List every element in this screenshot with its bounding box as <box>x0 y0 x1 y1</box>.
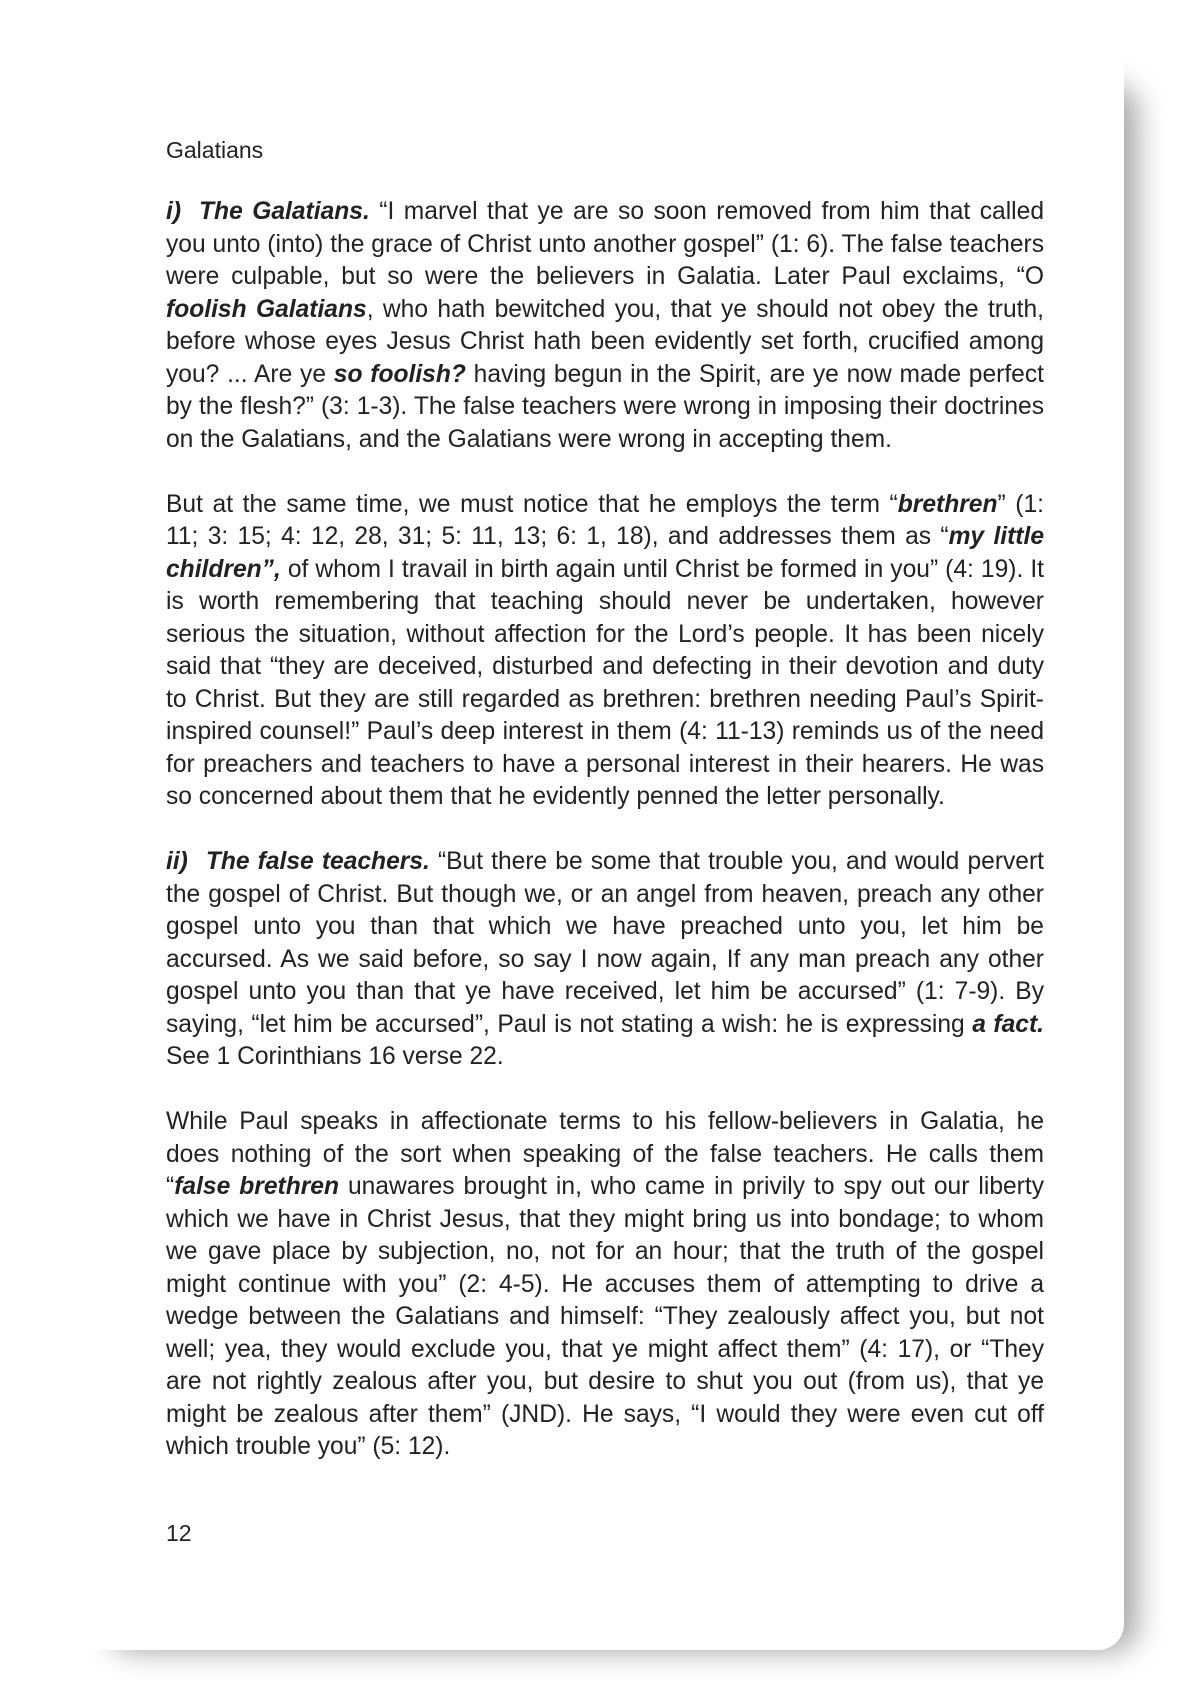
emphasis-text: false brethren <box>174 1173 339 1200</box>
paragraph-text: , who hath bewitched you, that ye should not obey the truth, before whose eyes Jesus Christ hath been evidently set forth, crucified among you? ... Are ye <box>166 295 1045 388</box>
section-number: ii) <box>166 848 188 875</box>
emphasis-text: foolish Galatians <box>166 295 367 323</box>
paragraph-text: unawares brought in, who came in privily to spy out our liberty which we have in Christ Jesus, that they might bring us into bondage; to whom we gave place by subjection, no, not for an hour; that the truth of the gospel might continue with you” (2: 4-5). He accuses them of attempting to drive a wedge between the Galatians and himself: “They zealously affect you, but not well; yea, they would exclude you, that ye might affect them” (4: 17), or “They are not rightly zealous after you, but desire to shut you out (from us), that ye might be zealous after them” (JND). He says, “I would they were even cut off which trouble you” (5: 12). <box>166 1173 1044 1460</box>
paragraph-text: “I marvel that ye are so soon removed from him that called you unto (into) the grace of Christ unto another gospel” (1: 6). The false teachers were culpable, but so were the believers in Galatia. Later Paul exclaims, “O <box>166 198 1044 290</box>
section-number: i) <box>166 198 182 225</box>
paragraph-text: ” (1: 11; 3: 15; 4: 12, 28, 31; 5: 11, 13; 6: 1, 18), and addresses them as “ <box>166 490 1044 550</box>
paragraph-galatians <box>166 196 1044 456</box>
page-number: 12 <box>166 1520 192 1546</box>
paragraph-text: See 1 Corinthians 16 verse 22. <box>166 1043 504 1070</box>
paragraph-text: of whom I travail in birth again until Christ be formed in you” (4: 19). It is worth remembering that teaching should never be undertaken, however serious the situation, without affection for the Lord’s people. It has been nicely said that “they are deceived, disturbed and defecting in their devotion and duty to Christ. But they are still regarded as brethren: brethren needing Paul’s Spirit-inspired counsel!” Paul’s deep interest in them (4: 11-13) reminds us of the need for preachers and teachers to have a personal interest in their hearers. He was so concerned about them that he evidently penned the letter personally. <box>166 555 1044 810</box>
section-heading: The Galatians. <box>199 198 370 225</box>
emphasis-text: a fact. <box>972 1010 1044 1038</box>
running-header: Galatians <box>166 137 264 163</box>
page-body <box>166 196 1044 1496</box>
paragraph-text: having begun in the Spirit, are ye now made perfect by the flesh?” (3: 1-3). The false teachers were wrong in imposing their doctrines on the Galatians, and the Galatians were wrong in accepting them. <box>166 360 1044 453</box>
emphasis-text: so foolish? <box>333 360 466 388</box>
paragraph-text: “But there be some that trouble you, and would pervert the gospel of Christ. But though we, or an angel from heaven, preach any other gospel unto you than that which we have preached unto you, let him be accursed. As we said before, so say I now again, If any man preach any other gospel unto you than that ye have received, let him be accursed” (1: 7-9). By saying, “let him be accursed”, Paul is not stating a wish: he is expressing <box>166 848 1045 1038</box>
paragraph-brethren <box>166 489 1044 814</box>
paragraph-false-brethren <box>166 1106 1044 1464</box>
section-heading: The false teachers. <box>205 848 430 875</box>
paragraph-false-teachers <box>166 846 1044 1074</box>
paragraph-text: But at the same time, we must notice that he employs the term “ <box>166 490 898 518</box>
emphasis-text: my little children”, <box>166 523 1044 583</box>
emphasis-text: brethren <box>897 490 998 518</box>
paragraph-text: While Paul speaks in affectionate terms to his fellow-believers in Galatia, he does nothing of the sort when speaking of the false teachers. He calls them “ <box>166 1108 1044 1200</box>
